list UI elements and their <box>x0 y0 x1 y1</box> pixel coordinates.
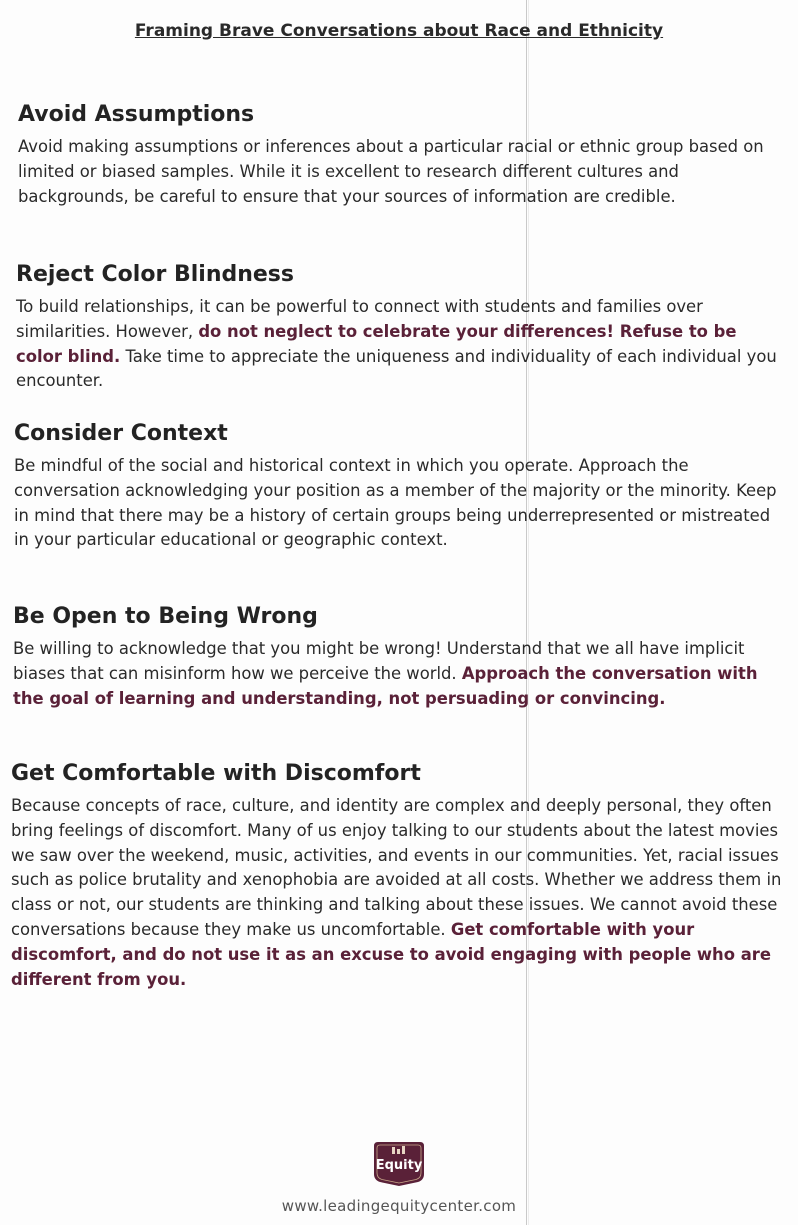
section-heading: Avoid Assumptions <box>18 102 255 127</box>
highlighted-text: Get comfortable with your discomfort, and do not use it as an excuse to avoid engaging with people who are different from you. <box>11 919 771 989</box>
section-heading: Consider Context <box>14 421 228 446</box>
highlighted-text: Approach the conversation with the goal of learning and understanding, not persuading or convincing. <box>13 663 758 708</box>
section-heading: Reject Color Blindness <box>16 262 294 287</box>
section-avoid-assumptions <box>18 101 788 209</box>
section-body: Because concepts of race, culture, and identity are complex and deeply personal, they often bring feelings of discomfort. Many of us enjoy talking to our students about the latest movies we saw over the weekend, music, activities, and events in our communities. Yet, racial issues such as police brutality and xenophobia are avoided at all costs. Whether we address them in class or not, our students are thinking and talking about these issues. We cannot avoid these conversations because they make us uncomfortable. Get comfortable with your discomfort, and do not use it as an excuse to avoid engaging with people who are different from you. <box>11 796 782 989</box>
section-body: Be willing to acknowledge that you might be wrong! Understand that we all have implicit biases that can misinform how we perceive the world. Approach the conversation with the goal of learning and understanding, not persuading or convincing. <box>13 639 758 708</box>
section-be-open-to-being-wrong <box>13 603 788 711</box>
section-get-comfortable <box>11 760 788 992</box>
section-heading: Get Comfortable with Discomfort <box>11 761 421 786</box>
document-title: Framing Brave Conversations about Race and Ethnicity <box>134 21 664 41</box>
section-consider-context <box>14 420 788 553</box>
highlighted-text: do not neglect to celebrate your differences! Refuse to be color blind. <box>16 321 737 366</box>
section-body: Be mindful of the social and historical context in which you operate. Approach the conversation acknowledging your position as a member of the majority or the minority. Keep in mind that there may be a history of certain groups being underrepresented or mistreated in your particular educational or geographic context. <box>14 456 777 550</box>
footer-url: www.leadingequitycenter.com <box>281 1197 517 1215</box>
section-body: Avoid making assumptions or inferences about a particular racial or ethnic group based on limited or biased samples. While it is excellent to research different cultures and backgrounds, be careful to ensure that your sources of information are credible. <box>18 137 764 206</box>
logo-text: Equity <box>375 1158 423 1173</box>
section-heading: Be Open to Being Wrong <box>13 604 318 629</box>
section-body: To build relationships, it can be powerful to connect with students and families over similarities. However, do not neglect to celebrate your differences! Refuse to be color blind. Take time to appreciate the uniqueness and individuality of each individual you encounter. <box>16 297 777 391</box>
section-reject-color-blindness <box>16 261 788 394</box>
leading-equity-center-logo-icon <box>366 1140 432 1186</box>
